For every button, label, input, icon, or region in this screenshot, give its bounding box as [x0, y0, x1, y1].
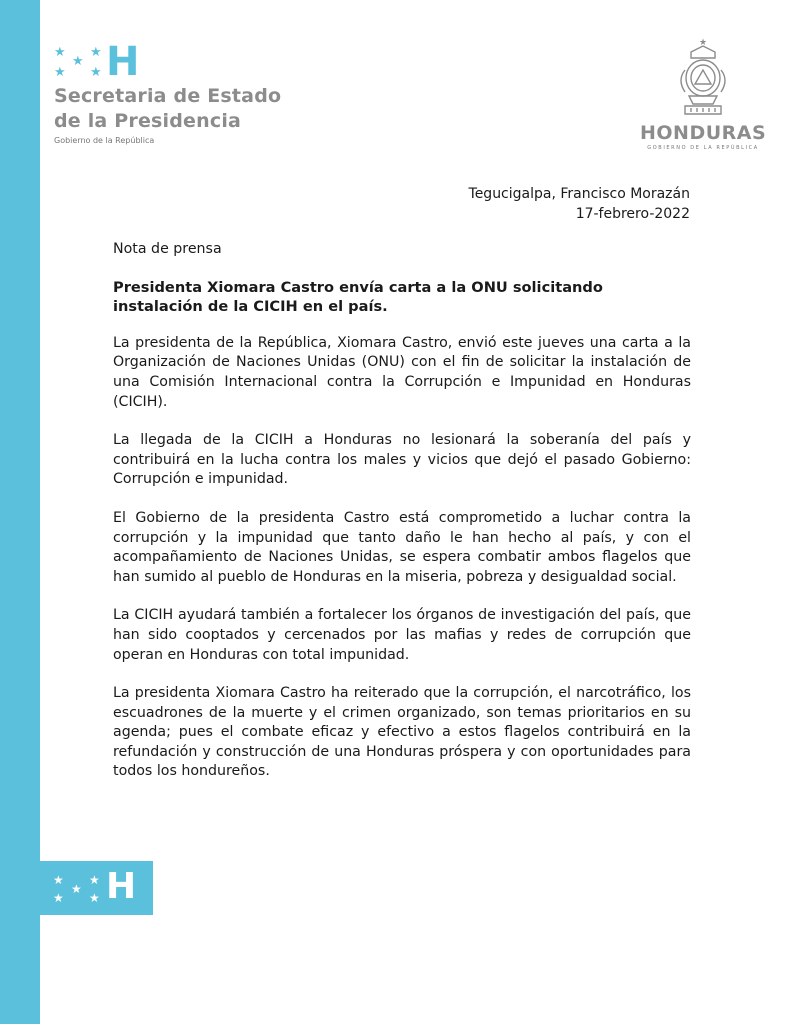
headline: Presidenta Xiomara Castro envía carta a la ONU solicitando instalación de la CICIH en el país. [113, 278, 603, 316]
office-subtitle: Gobierno de la República [54, 136, 155, 145]
national-seal [640, 36, 766, 151]
letterhead [54, 39, 282, 145]
footer-logo [40, 861, 153, 915]
office-name-line1: Secretaria de Estado [54, 85, 282, 107]
country-name: HONDURAS [640, 122, 767, 144]
footer-star-icon: ★ [53, 891, 64, 905]
paragraph-3: El Gobierno de la presidenta Castro está comprometido a luchar contra la corrupción y la impunidad que tanto daño le han hecho al país, y con el acompañamiento de Naciones Unidas, se espera combatir ambos flagelos que han sumido al pueblo de Honduras en la miseria, pobreza y desigualdad social. [113, 509, 691, 585]
left-accent-bar [0, 0, 40, 1024]
office-name [54, 84, 281, 134]
dateline-place: Tegucigalpa, Francisco Morazán [468, 186, 690, 202]
paragraph-4: La CICIH ayudará también a fortalecer los órganos de investigación del país, que han sido cooptados y cercenados por las mafias y redes de corrupción que operan en Honduras con total impunidad. [113, 607, 691, 663]
footer-star-icon: ★ [53, 873, 64, 887]
paragraph-5: La presidenta Xiomara Castro ha reiterado que la corrupción, el narcotráfico, los escuadrones de la muerte y el crimen organizado, son temas prioritarios en su agenda; pues el combate eficaz y efectivo a estos flagelos contribuirá en la refundación y construcción de una Honduras próspera y con oportunidades para todos los hondureños. [113, 685, 691, 780]
document-body [113, 240, 691, 801]
footer-star-icon: ★ [89, 891, 100, 905]
footer-star-icon: ★ [89, 873, 100, 887]
paragraph-2: La llegada de la CICIH a Honduras no lesionará la soberanía del país y contribuirá en la lucha contra los males y vicios que dejó el pasado Gobierno: Corrupción e impunidad. [113, 432, 691, 488]
svg-text:★: ★ [698, 38, 708, 48]
footer-h-letter: H [106, 866, 137, 907]
footer-star-icon: ★ [71, 882, 82, 896]
h-logo-letter: H [106, 39, 140, 85]
document-type: Nota de prensa [113, 241, 222, 257]
paragraph-1: La presidenta de la República, Xiomara Castro, envió este jueves una carta a la Organización de Naciones Unidas (ONU) con el fin de solicitar la instalación de una Comisión Internacional contra la Corrupción e Impunidad en Honduras (CICIH). [113, 334, 691, 410]
government-logo [54, 39, 281, 85]
office-name-line2: de la Presidencia [54, 110, 242, 132]
dateline-date: 17-febrero-2022 [575, 206, 690, 222]
dateline [469, 184, 690, 224]
seal-subtitle: GOBIERNO DE LA REPÚBLICA [647, 145, 759, 151]
coat-of-arms-icon [671, 36, 735, 118]
stars-icon: ★ ★ ★ ★ ★ [54, 45, 102, 80]
